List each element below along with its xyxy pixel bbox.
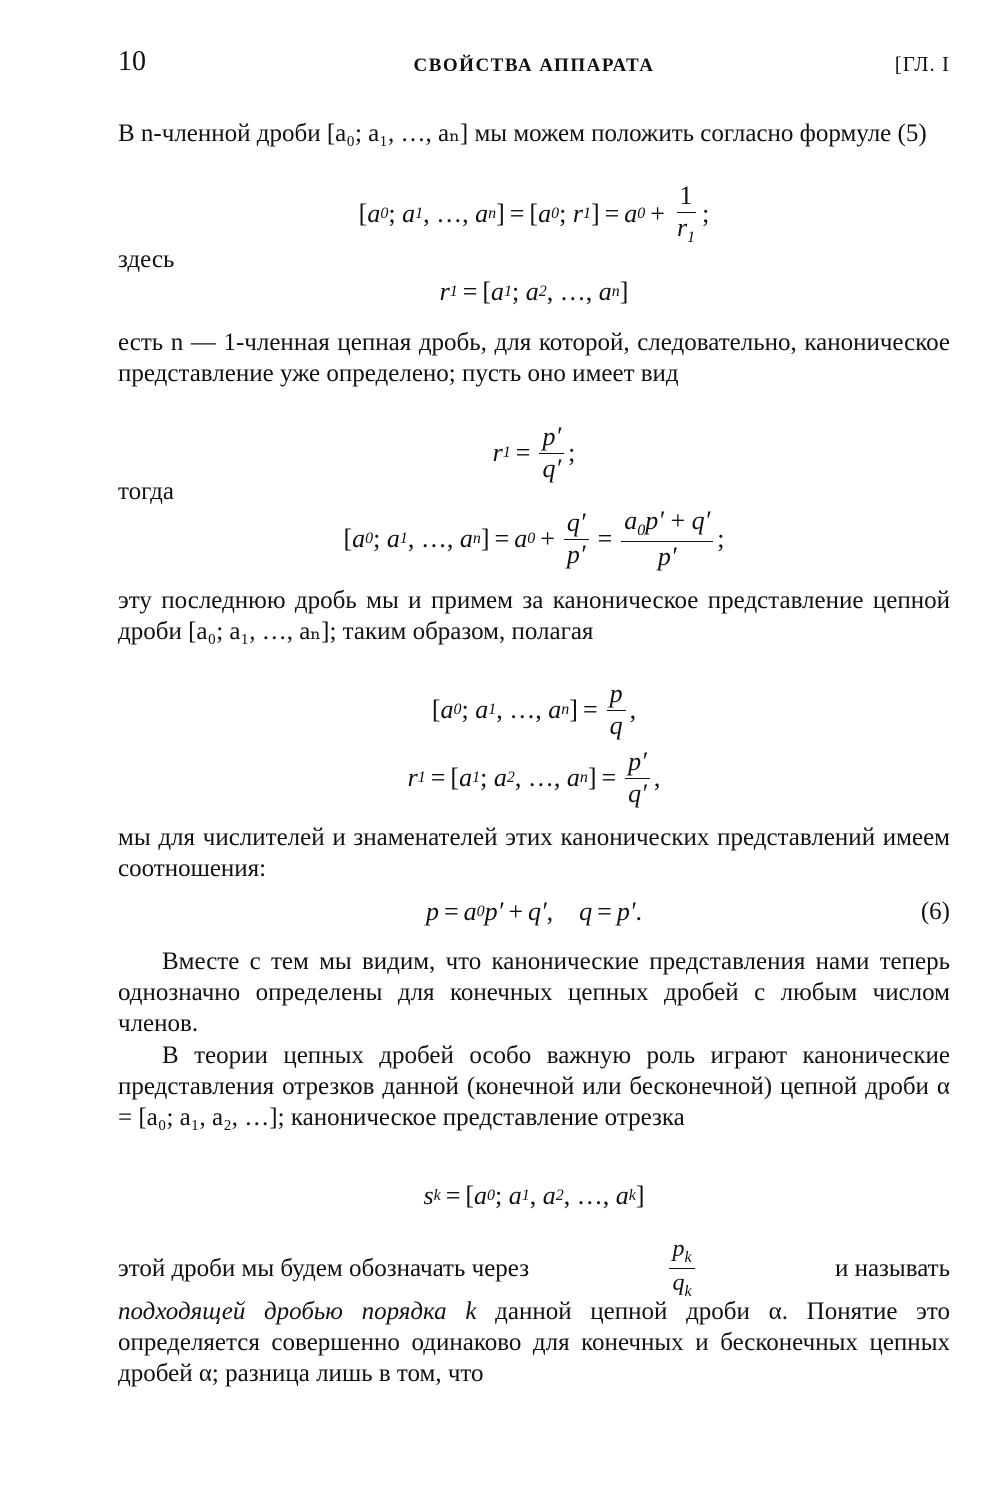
formula-f3: r 1 = $\frac{p'}{q'}$ ; bbox=[492, 421, 576, 483]
formula-f5: [ a 0 ; a 1 , …, a n ] = $\frac{p}{q}$ , bbox=[431, 678, 637, 740]
formula-f6: r 1 = [ a 1 ; a 2 , …, a n ] = $\frac{p'}{q'}$ , bbox=[407, 746, 661, 808]
paragraph-1: В n-членной дроби [a₀; a₁, …, aₙ] мы можем положить согласно формуле (5) bbox=[118, 120, 927, 147]
running-title: СВОЙСТВА АППАРАТА bbox=[413, 55, 655, 76]
formula-f2: r 1 = [ a 1 ; a 2 , …, a n ] bbox=[439, 277, 629, 306]
paragraph-7 bbox=[118, 1296, 950, 1389]
paragraph-7-mid: и называть bbox=[834, 1254, 950, 1282]
paragraph-2: есть n — 1-членная цепная дробь, для которой, следовательно, каноническое представление уже определено; пусть оно имеет вид bbox=[118, 329, 950, 387]
formula-f1: [ a 0 ; a 1 , …, a n ] = [ a 0 ; r 1 ] = a 0 + $\frac{1}{r_1}$ ; bbox=[358, 180, 710, 246]
defined-term: подходящей дробью порядка k bbox=[118, 1298, 477, 1325]
equation-number: (6) bbox=[920, 898, 950, 925]
formula-f8: s k = [ a 0 ; a 1 , a 2 , …, a k ] bbox=[423, 1181, 645, 1210]
formula-f4: [ a 0 ; a 1 , …, a n ] = a 0 + $\frac{q'}{p'}$ = $\frac{a_0p' + q'}{p'}$ ; bbox=[343, 505, 725, 571]
paragraph-7-start: этой дроби мы будем обозначать через bbox=[118, 1254, 530, 1282]
formula-f9: $\frac{p_k}{q_k}$ bbox=[669, 1236, 694, 1300]
page-header bbox=[118, 46, 950, 86]
word-then: тогда bbox=[118, 478, 174, 505]
paragraph-7-end: данной цепной дроби α. Понятие это определяется совершенно одинаково для конечных и бесконечных цепных дробей α; разница лишь в том, что bbox=[118, 1298, 951, 1387]
paragraph-5: Вместе с тем мы видим, что канонические представления нами теперь однозначно определены для конечных цепных дробей с любым числом членов. bbox=[118, 948, 950, 1037]
paragraph-7-line-1 bbox=[118, 1236, 950, 1300]
paragraph-4: мы для числителей и знаменателей этих канонических представлений имеем соотношения: bbox=[118, 824, 950, 882]
paragraph-6: В теории цепных дробей особо важную роль играют канонические представления отрезков данной (конечной или бесконечной) цепной дроби α = [a₀; a₁, a₂, …]; каноническое представление отрезка bbox=[118, 1042, 950, 1131]
formula-f7: p = a 0 p′ + q′ , q = p′ . (6) bbox=[118, 882, 950, 942]
paragraph-3: эту последнюю дробь мы и примем за каноническое представление цепной дроби [a₀; a₁, …, aₙ]; таким образом, полагая bbox=[118, 587, 950, 645]
chapter-label: [ГЛ. I bbox=[894, 52, 950, 76]
word-here: здесь bbox=[118, 246, 175, 273]
page-number: 10 bbox=[118, 46, 146, 77]
